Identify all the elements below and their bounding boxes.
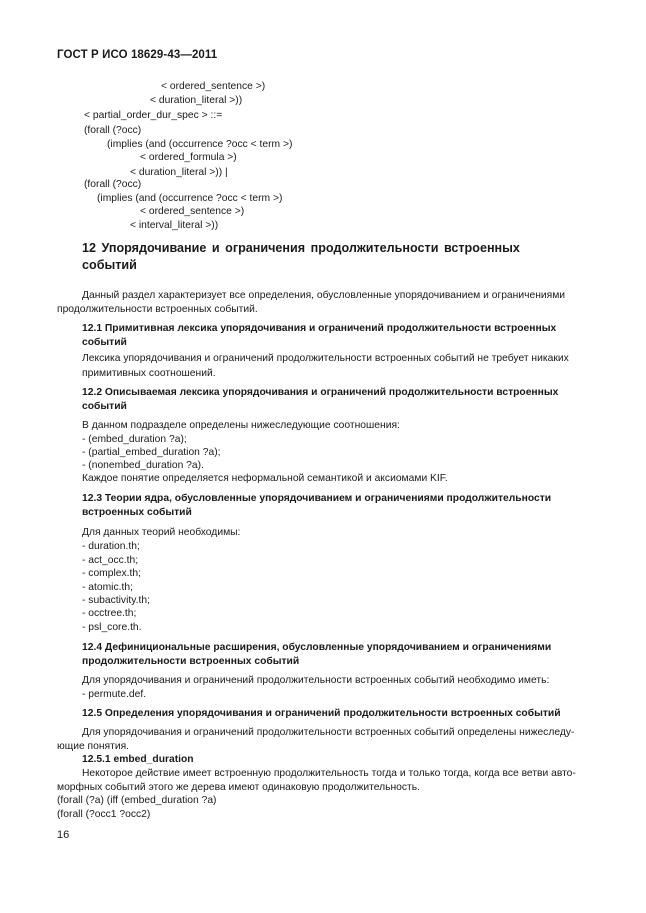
code-line: < ordered_sentence >) [140, 206, 245, 217]
subsubsection-heading: 12.5.1 embed_duration [82, 754, 194, 765]
code-line: (implies (and (occurrence ?occ < term >) [97, 193, 283, 204]
list-item: - atomic.th; [82, 582, 133, 593]
paragraph-line: Данный раздел характеризует все определения, обусловленные упорядочиванием и ограничениями [82, 290, 566, 301]
section-heading: 12 Упорядочивание и ограничения продолжительности встроенных событий [82, 241, 520, 272]
paragraph-line: ющие понятия. [57, 741, 130, 752]
list-item: - permute.def. [82, 689, 147, 700]
list-item: - psl_core.th. [82, 622, 142, 633]
subsection-heading: событий [82, 337, 127, 348]
standard-header: ГОСТ Р ИСО 18629-43—2011 [57, 49, 218, 61]
paragraph-line: продолжительности встроенных событий. [57, 304, 258, 315]
code-line: (implies (and (occurrence ?occ < term >) [107, 139, 293, 150]
code-line: < ordered_sentence >) [161, 81, 266, 92]
list-item: - occtree.th; [82, 608, 137, 619]
code-line: (forall (?occ1 ?occ2) [57, 809, 151, 820]
paragraph-line: морфных событий этого же дерева имеют одинаковую продолжительность. [57, 782, 420, 793]
list-item: - (nonembed_duration ?a). [82, 460, 204, 471]
code-line: < partial_order_dur_spec > ::= [84, 110, 223, 121]
code-line: (forall (?a) (iff (embed_duration ?a) [57, 795, 217, 806]
paragraph-line: Для упорядочивания и ограничений продолжительности встроенных событий необходимо иметь: [82, 675, 550, 686]
list-item: - duration.th; [82, 541, 140, 552]
subsection-heading: 12.4 Дефинициональные расширения, обусловленные упорядочиванием и ограничениями [82, 642, 552, 653]
paragraph-line: В данном подразделе определены нижеследующие соотношения: [82, 420, 400, 431]
paragraph-line: Лексика упорядочивания и ограничений продолжительности встроенных событий не требует никаких [82, 353, 569, 364]
code-line: < duration_literal >)) [150, 95, 243, 106]
subsection-heading: событий [82, 401, 127, 412]
subsection-heading: 12.1 Примитивная лексика упорядочивания и ограничений продолжительности встроенных [82, 323, 557, 334]
subsection-heading: продолжительности встроенных событий [82, 656, 300, 667]
subsection-heading: 12.3 Теории ядра, обусловленные упорядочиванием и ограничениями продолжительности [82, 493, 552, 504]
paragraph-line: Для упорядочивания и ограничений продолжительности встроенных событий определены нижеследу- [82, 727, 575, 738]
code-line: (forall (?occ) [84, 125, 142, 136]
list-item: - complex.th; [82, 568, 141, 579]
subsection-heading: встроенных событий [82, 507, 192, 518]
list-item: - subactivity.th; [82, 595, 150, 606]
subsection-heading: 12.2 Описываемая лексика упорядочивания и ограничений продолжительности встроенных [82, 387, 559, 398]
list-item: - (embed_duration ?a); [82, 434, 187, 445]
code-line: < duration_literal >)) | [130, 167, 228, 178]
list-item: - act_occ.th; [82, 555, 139, 566]
subsection-heading: 12.5 Определения упорядочивания и ограничений продолжительности встроенных событий [82, 708, 561, 719]
paragraph-line: Для данных теорий необходимы: [82, 527, 241, 538]
code-line: < ordered_formula >) [140, 152, 237, 163]
paragraph-line: примитивных соотношений. [82, 368, 216, 379]
code-line: (forall (?occ) [84, 179, 142, 190]
page-number: 16 [57, 829, 70, 841]
list-item: - (partial_embed_duration ?a); [82, 447, 221, 458]
paragraph-line: Каждое понятие определяется неформальной семантикой и аксиомами KIF. [82, 473, 448, 484]
paragraph-line: Некоторое действие имеет встроенную продолжительность тогда и только тогда, когда все ветви авто- [82, 768, 576, 779]
code-line: < interval_literal >)) [130, 220, 219, 231]
